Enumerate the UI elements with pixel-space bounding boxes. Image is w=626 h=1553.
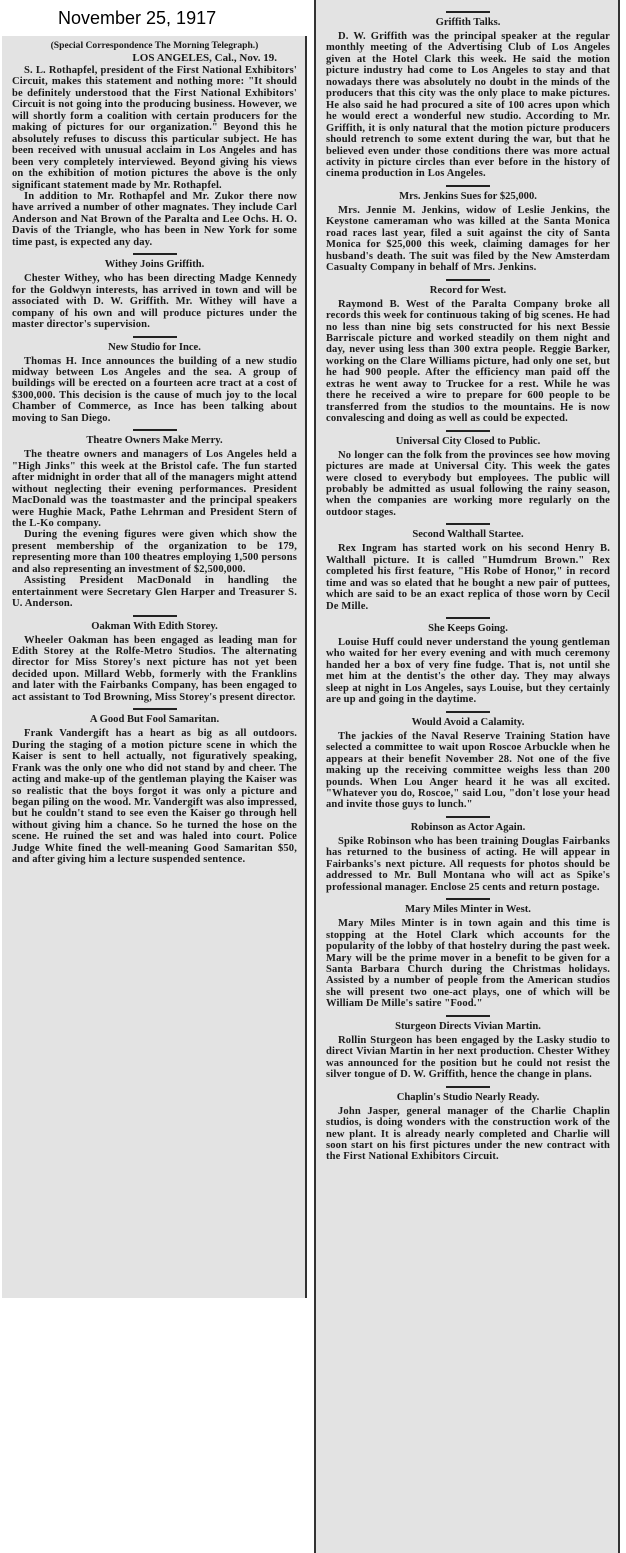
article-paragraph: Raymond B. West of the Paralta Company broke all records this week for continuous taking of big scenes. He had no less than nine big sets constructed for his next Bessie Barriscale picture and worked steadily on them night and day, never using less than 300 extra people. Reggie Barker, working on the Clare Williams picture, had only one set, but he had 900 people. After the efficiency man paid off the extras he went away to Truckee for a rest. While he was there he received a wire to prepare for 600 people to be transferred from the studios to the mountains. He is now convalescing and doing as well as could be expected. <box>326 298 610 425</box>
article <box>326 717 610 811</box>
article-paragraph: Wheeler Oakman has been engaged as leading man for Edith Storey at the Rolfe-Metro Studios. The alternating director for Miss Storey's next picture has not yet been decided upon. Millard Webb, formerly with the Franklins and later with the Fairbanks Company, has been engaged to act assistant to Tod Browning, Miss Storey's present director. <box>12 634 297 703</box>
article-paragraph: No longer can the folk from the provinces see how moving pictures are made at Universal City. This week the gates were closed to everybody but employees. The public will probably be admitted as usual following the rainy season, when the companies are working more regularly on the outdoor stages. <box>326 449 610 518</box>
article <box>326 17 610 180</box>
article-paragraph: Rollin Sturgeon has been engaged by the Lasky studio to direct Vivian Martin in her next production. Chester Withey was announced for the position but he could not resist the silver tongue of D. W. Griffith, hence the change in plans. <box>326 1034 610 1081</box>
article-divider <box>446 430 490 432</box>
article-headline: Withey Joins Griffith. <box>104 259 205 271</box>
article-divider <box>446 898 490 900</box>
article-paragraph: The theatre owners and managers of Los Angeles held a "High Jinks" this week at the Bristol cafe. The fun started after midnight in order that all of the managers might attend without neglecting their evening performances. President MacDonald was the toastmaster and the principal speakers were Hughie Mack, Pathe Lehrman and President Stern of the L-Ko company. <box>12 449 297 529</box>
article-divider <box>446 617 490 619</box>
article <box>326 904 610 1010</box>
intro-paragraph: S. L. Rothapfel, president of the First National Exhibitors' Circuit, makes this statement and nothing more: "It should be definitely understood that the First National Exhibitors' Circuit is not going into the producing business. However, we will shortly form a coalition with certain producers for the making of pictures for our organization." Beyond this he absolutely refuses to discuss this particular subject. He has been received with unusual acclaim in Los Angeles and has been very completely interviewed. Beyond giving his views on the exhibition of motion pictures the above is the only significant statement made by Mr. Rothapfel. <box>12 65 297 191</box>
correspondence-credit: (Special Correspondence The Morning Telegraph.) <box>50 40 259 51</box>
article-headline: Robinson as Actor Again. <box>410 821 526 833</box>
article <box>326 623 610 706</box>
article <box>326 529 610 612</box>
article-paragraph: Mary Miles Minter is in town again and this time is stopping at the Hotel Clark which accounts for the popularity of the lobby of that hostelry during the past week. Mary will be the prime mover in a benefit to be given for a Santa Barbara Church during the Christmas holidays. Assisted by a number of people from the American studios she will present two one-act plays, one of which will be William De Mille's satire "Food." <box>326 918 610 1010</box>
article-headline: Chaplin's Studio Nearly Ready. <box>396 1091 540 1103</box>
article <box>326 1092 610 1163</box>
column-rule <box>446 11 490 13</box>
article <box>12 259 297 330</box>
article-paragraph: Louise Huff could never understand the young gentleman who waited for her every evening and with much ceremony handed her a box of very fine fudge. That is, not until she met him at the dentist's the other day. They may always sleep at night in Los Angeles, says Louise, but they certainly are up and going in the daytime. <box>326 637 610 706</box>
article-divider <box>133 708 177 710</box>
article-paragraph: John Jasper, general manager of the Charlie Chaplin studios, is doing wonders with the construction work of the new plant. It is already nearly completed and Charlie will soon start on his first pictures under the new contract with the First National Exhibitors Circuit. <box>326 1105 610 1163</box>
article <box>12 714 297 865</box>
article-paragraph: Rex Ingram has started work on his second Henry B. Walthall picture. It is called "Humdrum Brown." Rex completed his first feature, "His Robe of Honor," in record time and was so elated that he bought a new pair of puttees, which are said to be an exact replica of those worn by Cecil De Mille. <box>326 543 610 612</box>
article-divider <box>446 1086 490 1088</box>
article-headline: Griffith Talks. <box>435 17 501 28</box>
article-headline: Theatre Owners Make Merry. <box>86 435 223 447</box>
intro-paragraph: In addition to Mr. Rothapfel and Mr. Zukor there now have arrived a number of other magnates. They include Carl Anderson and Nat Brown of the Paralta and Lee Ochs. H. O. Davis of the Triangle, who has been in New York for some time past, is expected any day. <box>12 190 297 248</box>
article-headline: Sturgeon Directs Vivian Martin. <box>395 1020 541 1032</box>
article-headline: Record for West. <box>429 284 507 296</box>
article-headline: Mrs. Jenkins Sues for $25,000. <box>399 190 537 202</box>
article-headline: She Keeps Going. <box>428 623 508 635</box>
article-headline: Universal City Closed to Public. <box>395 435 541 447</box>
clipping-date: November 25, 1917 <box>58 8 217 28</box>
article-divider <box>446 1015 490 1017</box>
article <box>326 1021 610 1081</box>
dateline-location: LOS ANGELES, Cal., Nov. 19. <box>132 52 277 64</box>
article-divider <box>446 816 490 818</box>
article-divider <box>133 429 177 431</box>
article <box>326 436 610 519</box>
article-headline: Would Avoid a Calamity. <box>411 716 525 728</box>
left-column <box>2 36 307 1298</box>
article-headline: A Good But Fool Samaritan. <box>89 714 220 726</box>
article-divider <box>446 711 490 713</box>
article <box>326 191 610 274</box>
article-headline: Second Walthall Startee. <box>412 529 524 541</box>
left-articles <box>12 253 297 865</box>
right-articles <box>326 17 610 1163</box>
article-paragraph: The jackies of the Naval Reserve Training Station have selected a committee to wait upon Roscoe Arbuckle when he appears at their benefit November 28. Not one of the five making up the receiving committee weighs less than 200 pounds. When Lou Anger heard it he was all excited. "Whatever you do, Roscoe," said Lou, "don't lose your head and invite those guys to lunch." <box>326 730 610 811</box>
article-divider <box>446 185 490 187</box>
article-paragraph: Chester Withey, who has been directing Madge Kennedy for the Goldwyn interests, has arrived in town and will be associated with D. W. Griffith. Mr. Withey will have a company of his own and will produce pictures under the master director's supervision. <box>12 273 297 331</box>
article <box>12 435 297 609</box>
article-divider <box>446 279 490 281</box>
article-headline: Oakman With Edith Storey. <box>91 620 218 632</box>
article-paragraph: Thomas H. Ince announces the building of a new studio midway between Los Angeles and the sea. A group of buildings will be erected on a fourteen acre tract at a cost of $300,000. This decision is the cause of much joy to the local Chamber of Commerce, as Ince has been talking about moving to San Diego. <box>12 355 297 424</box>
article-paragraph: Frank Vandergift has a heart as big as all outdoors. During the staging of a motion picture scene in which the Kaiser is sent to hell actually, not figuratively speaking, Frank was the only one who did not stand by and cheer. The acting and make-up of the gentleman playing the Kaiser was so realistic that the boys forgot it was only a picture and began piling on the wood. Mr. Vandergift was also impressed, but he couldn't stand to see even the Kaiser go through hell without giving him a chance. So he turned the hose on the scene. He ruined the set and was haled into court. Police Judge White fined the well-meaning Good Samaritan $50, and after giving him a lecture suspended sentence. <box>12 728 297 866</box>
article-paragraph: During the evening figures were given which show the present membership of the organization to be 179, representing more than 100 theatres employing 1,500 persons and also representing an investment of $2,500,000. <box>12 529 297 575</box>
article <box>12 621 297 704</box>
article-divider <box>133 253 177 255</box>
article-divider <box>133 615 177 617</box>
right-column <box>314 0 620 1553</box>
article-headline: New Studio for Ince. <box>108 341 201 353</box>
article-headline: Mary Miles Minter in West. <box>405 904 531 916</box>
article <box>326 822 610 893</box>
article-paragraph: Mrs. Jennie M. Jenkins, widow of Leslie Jenkins, the Keystone cameraman who was killed at the Santa Monica road races last year, filed a suit against the city of Santa Monica for $25,000 this week, claiming damages for her husband's death. The suit was filed by the New Amsterdam Casualty Company in behalf of Mrs. Jenkins. <box>326 204 610 274</box>
article-divider <box>133 336 177 338</box>
article-divider <box>446 523 490 525</box>
article-paragraph: Spike Robinson who has been training Douglas Fairbanks has returned to the business of acting. He will appear in Fairbanks's next picture. All requests for photos should be addressed to Mr. Bull Montana who will act as Spike's professional manager. Enclose 25 cents and return postage. <box>326 835 610 893</box>
article-paragraph: D. W. Griffith was the principal speaker at the regular monthly meeting of the Advertising Club of Los Angeles given at the Hotel Clark this week. He said the motion picture industry had come to Los Angeles to stay and that nowadays there was absolutely no doubt in the minds of the producers that this city was the only place to make pictures. He also said he had procured a site of 100 acres upon which he would erect a wonderful new studio. According to Mr. Griffith, it is only natural that the motion picture producers should retrench to some extent during the war, but that he believed even under those conditions there was more actual activity in picture circles than ever before in the history of cinema production in Los Angeles. <box>326 31 610 180</box>
article-paragraph: Assisting President MacDonald in handling the entertainment were Secretary Glen Harper and Treasurer S. U. Anderson. <box>12 575 297 610</box>
article <box>326 285 610 425</box>
article <box>12 342 297 425</box>
